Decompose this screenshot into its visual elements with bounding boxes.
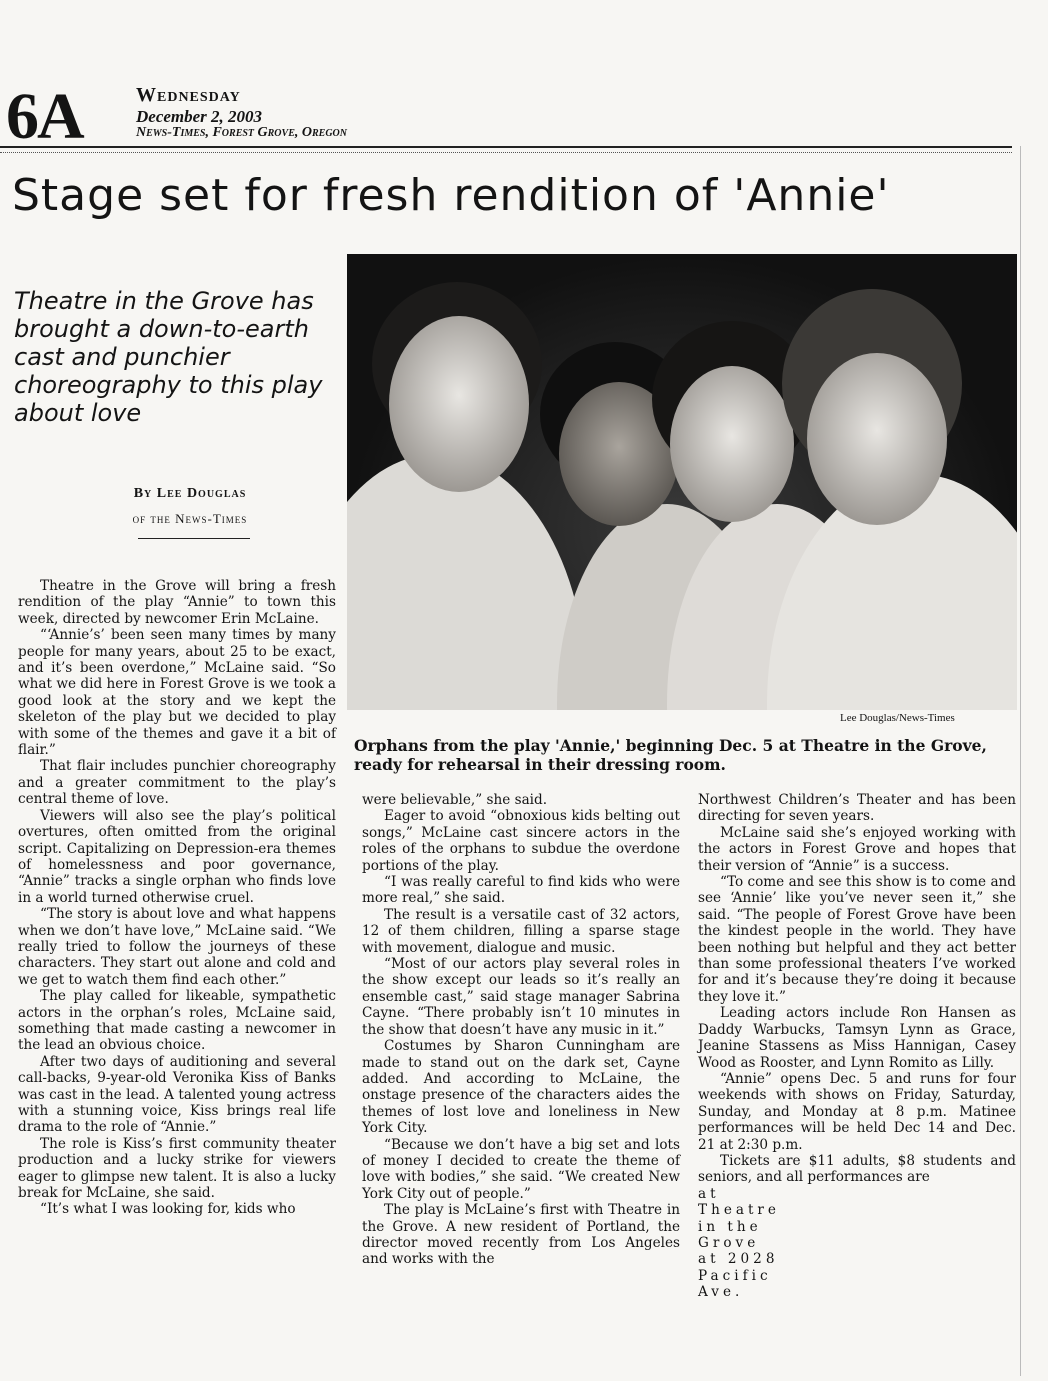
paragraph: Eager to avoid “obnoxious kids belting out songs,” McLaine cast sincere actors in the roles of the orphans to subdue the overdone portions of the play. bbox=[362, 808, 680, 874]
photo-illustration bbox=[347, 254, 1017, 710]
page-number: 6A bbox=[6, 80, 83, 153]
paragraph: The role is Kiss’s first community theater production and a lucky strike for viewers eager to glimpse new talent. It is also a lucky break for McLaine, she said. bbox=[18, 1135, 336, 1202]
paragraph: Leading actors include Ron Hansen as Daddy Warbucks, Tamsyn Lynn as Grace, Jeanine Stassens as Miss Hannigan, Casey Wood as Rooster, and Lynn Romito as Lilly. bbox=[698, 1005, 1016, 1071]
paragraph: The play is McLaine’s first with Theatre in the Grove. A new resident of Portland, the director moved recently from Los Angeles and works with the bbox=[362, 1202, 680, 1268]
paragraph: “Annie” opens Dec. 5 and runs for four weekends with shows on Friday, Saturday, Sunday, and Monday at 8 p.m. Matinee performances will be held Dec 14 and Dec. 21 at 2:30 p.m. bbox=[698, 1070, 1016, 1153]
photo-orphans bbox=[347, 254, 1017, 710]
paragraph: Theatre in the Grove will bring a fresh rendition of the play “Annie” to town this week, directed by newcomer Erin McLaine. bbox=[18, 578, 336, 627]
paragraph: “To come and see this show is to come and see ‘Annie’ like you’ve never seen it,” she said. “The people of Forest Grove have been the kindest people in the world. They have been nothing but helpful and they act better than some professional theaters I’ve worked for and it’s because they’re doing it because they love it.” bbox=[698, 874, 1016, 1005]
paragraph: The play called for likeable, sympathetic actors in the orphan’s roles, McLaine said, something that made casting a newcomer in the lead an obvious choice. bbox=[18, 988, 336, 1054]
paragraph: After two days of auditioning and several call-backs, 9-year-old Veronika Kiss of Banks was cast in the lead. A talented young actress with a stunning voice, Kiss brings real life drama to the role of “Annie.” bbox=[18, 1053, 336, 1136]
paragraph: “It’s what I was looking for, kids who bbox=[40, 1201, 296, 1218]
photo-credit: Lee Douglas/News-Times bbox=[840, 712, 955, 724]
paragraph: “Most of our actors play several roles in the show except our leads so it’s really an ensemble cast,” said stage manager Sabrina Cayne. “There probably isn’t 10 minutes in the show that doesn’t have any music in it.” bbox=[362, 956, 680, 1038]
paragraph: “I was really careful to find kids who were more real,” she said. bbox=[362, 874, 680, 907]
byline-author: By Lee Douglas bbox=[133, 486, 247, 501]
masthead-day: Wednesday bbox=[136, 84, 241, 106]
paragraph: “Because we don’t have a big set and lots of money I decided to create the theme of love with bodies,” she said. “We created New York City out of people.” bbox=[362, 1136, 680, 1202]
page-edge-rule bbox=[1020, 146, 1021, 1376]
headline: Stage set for fresh rendition of 'Annie' bbox=[12, 170, 890, 221]
masthead-dotted-rule bbox=[0, 152, 1012, 153]
body-column-3 bbox=[698, 792, 1016, 1301]
photo-caption: Orphans from the play 'Annie,' beginning Dec. 5 at Theatre in the Grove, ready for rehearsal in their dressing room. bbox=[354, 736, 987, 774]
paragraph: Northwest Children’s Theater and has been directing for seven years. bbox=[698, 792, 1016, 825]
masthead-date: December 2, 2003 bbox=[136, 107, 263, 126]
paragraph: That flair includes punchier choreography and a greater commitment to the play’s central theme of love. bbox=[18, 758, 336, 808]
paragraph: “‘Annie’s’ been seen many times by many people for many years, about 25 to be exact, and it’s been overdone,” McLaine said. “So what we did here in Forest Grove is we took a good look at the story and we kept the skeleton of the play but we decided to play with some of the themes and gave it a bit of flair.” bbox=[18, 627, 336, 759]
deck: Theatre in the Grove has brought a down-to-earth cast and punchier choreography to this play about love bbox=[14, 287, 323, 427]
paragraph: Costumes by Sharon Cunningham are made to stand out on the dark set, Cayne added. And according to McLaine, the onstage presence of the characters aides the themes of lost love and loneliness in New York City. bbox=[362, 1038, 680, 1137]
paragraph: were believable,” she said. bbox=[362, 792, 548, 808]
byline-rule bbox=[138, 538, 250, 539]
paragraph: Tickets are $11 adults, $8 students and seniors, and all performances are bbox=[698, 1152, 1016, 1186]
paragraph: Viewers will also see the play’s political overtures, often omitted from the original script. Capitalizing on Depression-era themes of homelessness and poor governance, “Annie” tracks a single orphan who finds love in a world turned otherwise cruel. bbox=[18, 807, 336, 906]
body-column-2 bbox=[362, 792, 680, 1268]
byline-affiliation: of the News-Times bbox=[132, 511, 248, 526]
body-column-1 bbox=[18, 578, 336, 1218]
masthead-paper: News-Times, Forest Grove, Oregon bbox=[136, 125, 347, 140]
paragraph: McLaine said she’s enjoyed working with the actors in Forest Grove and hopes that their version of “Annie” is a success. bbox=[698, 824, 1016, 874]
paragraph: The result is a versatile cast of 32 actors, 12 of them children, filling a sparse stage with movement, dialogue and music. bbox=[362, 906, 680, 956]
paragraph: “The story is about love and what happens when we don’t have love,” McLaine said. “We really tried to follow the journeys of these characters. They start out alone and cold and we get to watch them find each other.” bbox=[18, 906, 336, 988]
theater-address: at Theatre in the Grove at 2028 Pacific Ave. bbox=[698, 1185, 780, 1301]
masthead-rule bbox=[0, 146, 1012, 148]
